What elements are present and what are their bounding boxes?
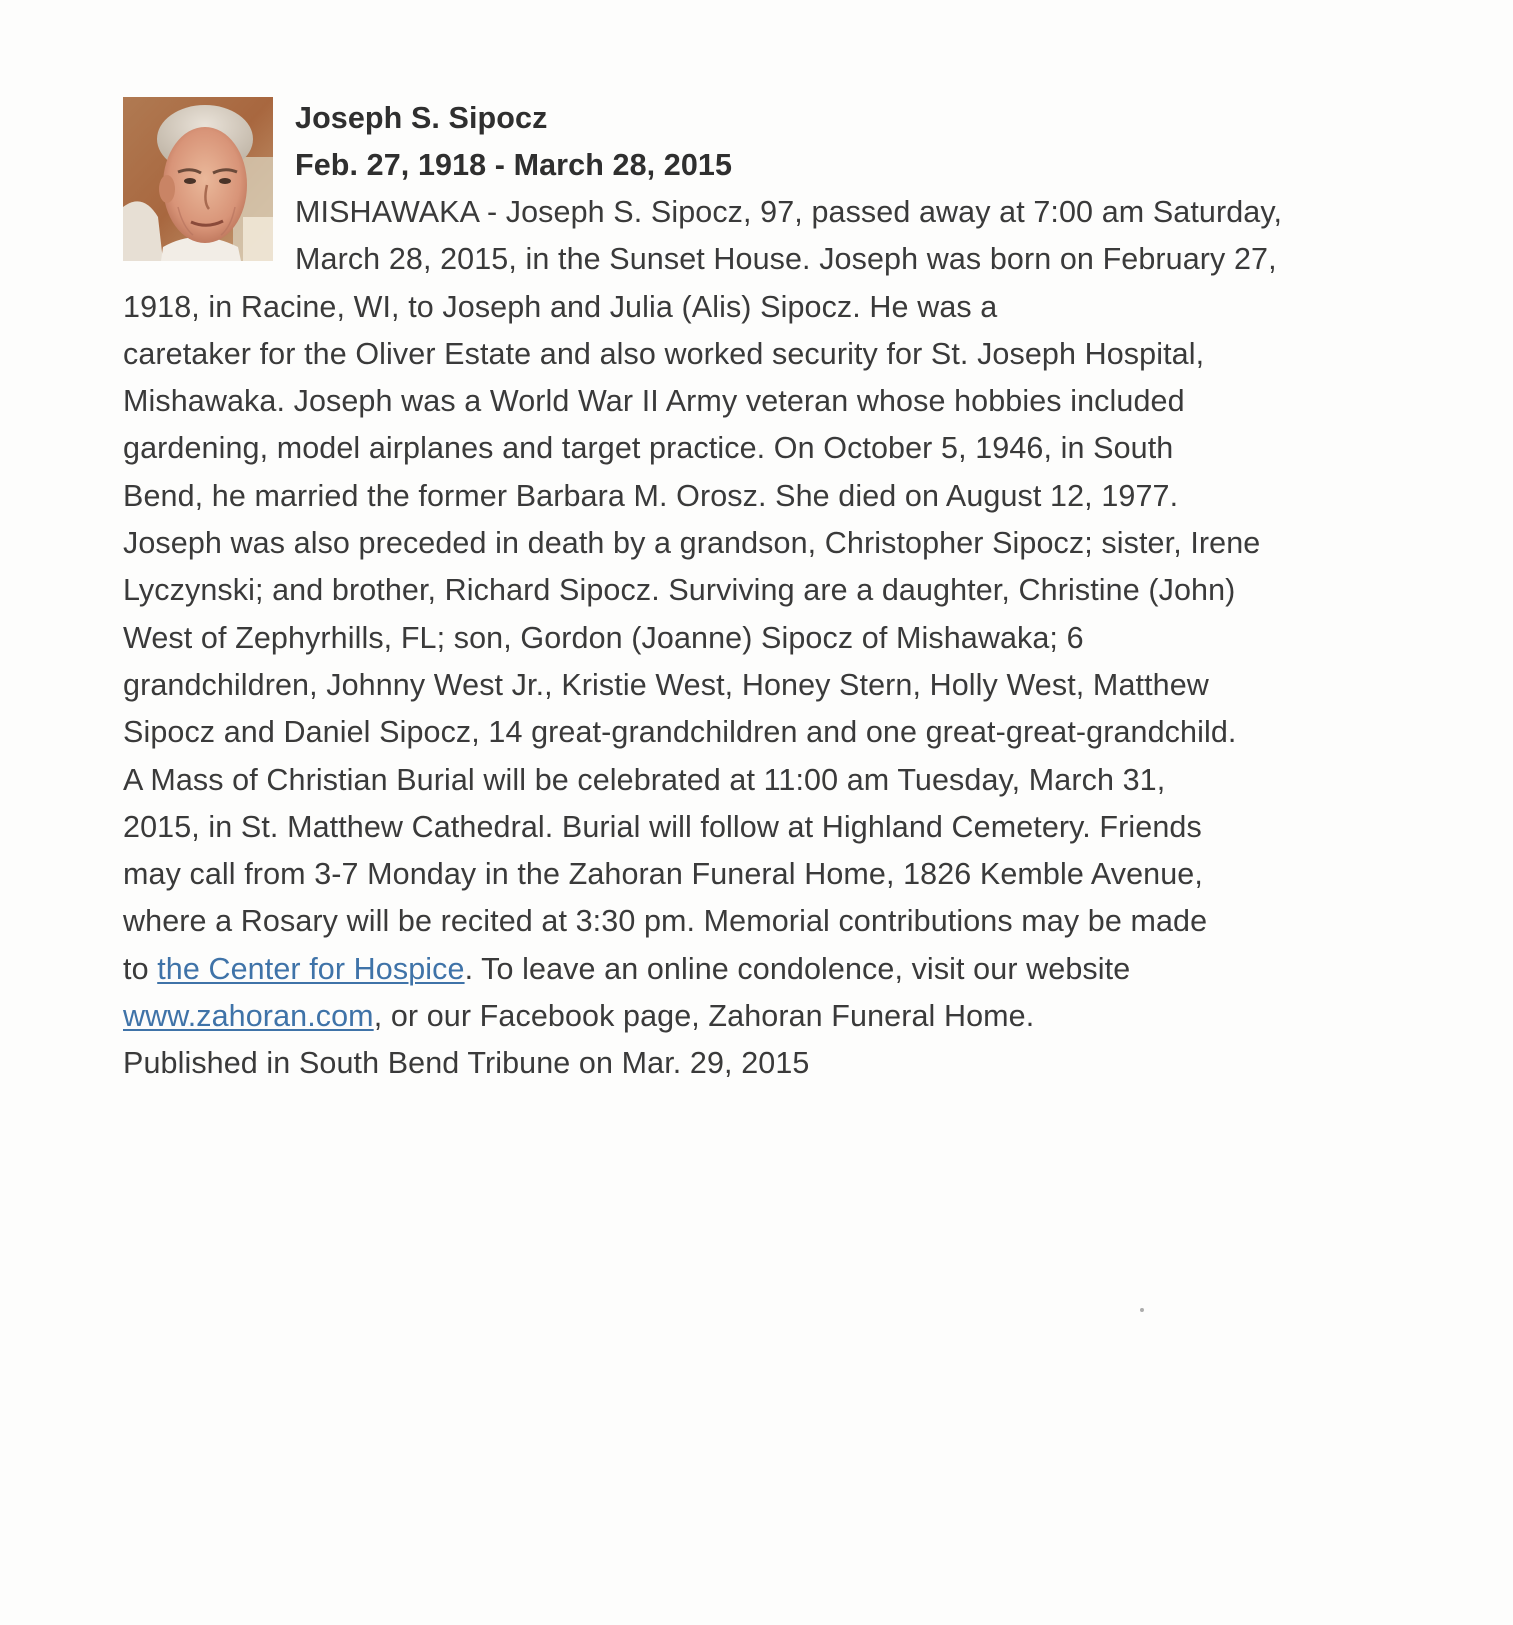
obituary-line: West of Zephyrhills, FL; son, Gordon (Joanne) Sipocz of Mishawaka; 6: [123, 620, 1084, 655]
website-suffix: , or our Facebook page, Zahoran Funeral Home.: [373, 999, 1035, 1034]
website-line: [123, 993, 1423, 1040]
obituary-line: MISHAWAKA - Joseph S. Sipocz, 97, passed away at 7:00 am Saturday,: [295, 195, 1283, 229]
obituary-line: Mishawaka. Joseph was a World War II Army veteran whose hobbies included: [123, 384, 1185, 419]
obituary-line: March 28, 2015, in the Sunset House. Joseph was born on February 27,: [295, 242, 1277, 277]
obituary-line: 1918, in Racine, WI, to Joseph and Julia (Alis) Sipocz. He was a: [123, 289, 998, 324]
obituary-line: 2015, in St. Matthew Cathedral. Burial will follow at Highland Cemetery. Friends: [123, 809, 1202, 844]
obituary-line: Joseph was also preceded in death by a grandson, Christopher Sipocz; sister, Irene: [123, 526, 1261, 561]
scan-speck: [1140, 1308, 1144, 1312]
deceased-name: Joseph S. Sipocz: [295, 101, 548, 135]
obituary-line: Sipocz and Daniel Sipocz, 14 great-grandchildren and one great-great-grandchild.: [123, 715, 1237, 750]
obituary-line: may call from 3-7 Monday in the Zahoran Funeral Home, 1826 Kemble Avenue,: [123, 857, 1203, 892]
website-link[interactable]: www.zahoran.com: [123, 999, 374, 1034]
obituary-line: Lyczynski; and brother, Richard Sipocz. Surviving are a daughter, Christine (John): [123, 573, 1236, 608]
hospice-prefix: to: [123, 951, 158, 986]
obituary-line: A Mass of Christian Burial will be celebrated at 11:00 am Tuesday, March 31,: [123, 762, 1166, 797]
obituary-line: caretaker for the Oliver Estate and also worked security for St. Joseph Hospital,: [123, 336, 1205, 371]
obituary-line: gardening, model airplanes and target practice. On October 5, 1946, in South: [123, 431, 1174, 466]
obituary-line: grandchildren, Johnny West Jr., Kristie West, Honey Stern, Holly West, Matthew: [123, 667, 1209, 702]
obituary-line: where a Rosary will be recited at 3:30 pm. Memorial contributions may be made: [123, 904, 1208, 939]
obituary-article: [123, 95, 1423, 1088]
portrait-photo: [123, 97, 273, 261]
obituary-line: Bend, he married the former Barbara M. Orosz. She died on August 12, 1977.: [123, 478, 1179, 513]
hospice-suffix: . To leave an online condolence, visit our website: [464, 951, 1131, 986]
publication-note: Published in South Bend Tribune on Mar. 29, 2015: [123, 1046, 810, 1081]
hospice-line: [123, 946, 1423, 993]
hospice-link[interactable]: the Center for Hospice: [157, 951, 465, 986]
life-dates: Feb. 27, 1918 - March 28, 2015: [295, 148, 733, 182]
